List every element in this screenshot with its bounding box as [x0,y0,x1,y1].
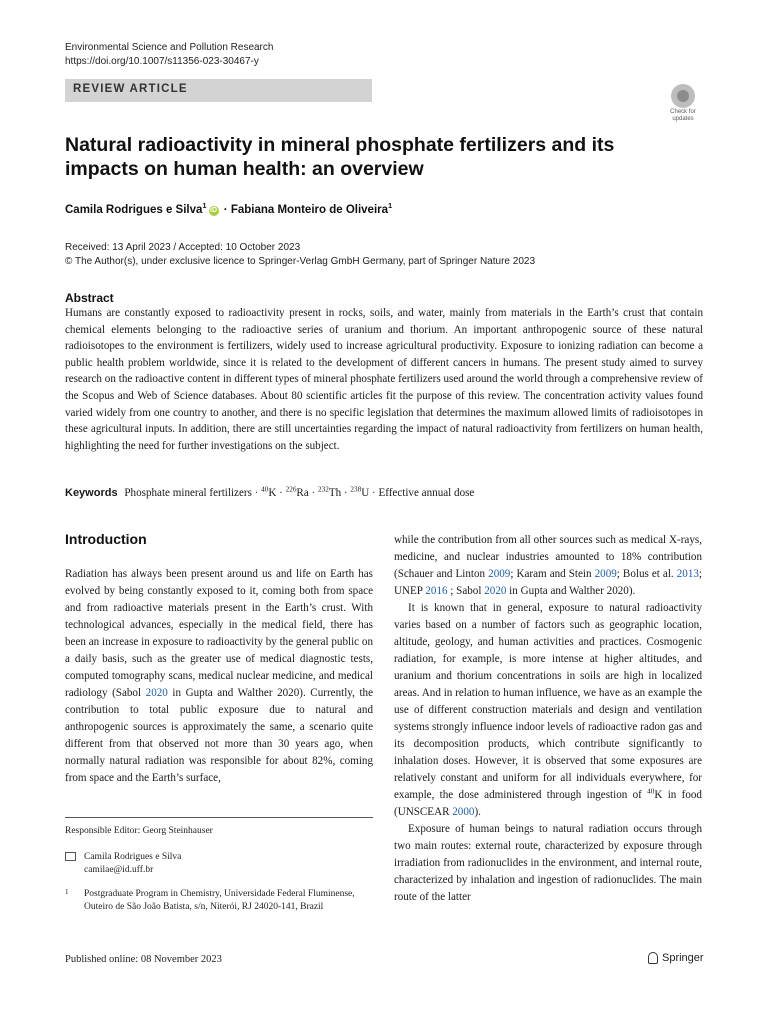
published-online: Published online: 08 November 2023 [65,954,222,965]
corresponding-name: Camila Rodrigues e Silva [84,852,182,862]
paragraph: It is known that in general, exposure to natural radioactivity varies based on a number of factors such as geographic location, altitude, geology, and human activities and practices. Cosmogenic radiation, for example, is more intense at higher altitudes, and uranium and thorium concentrations in soils are high in localized areas. And in relation to human influence, we have as an example the use of different construction materials and design and ventilation systems strongly influence indoor levels of radioactive radon gas and its decomposition products, which contribute significantly to inhalation doses. However, it is observed that some exposures are relatively constant and uniform for all individuals everywhere, for example, the dose administered through ingestion of $^{40}$K in food (UNSCEAR 2000). [394,602,702,818]
keyword: Th · [328,487,351,499]
isotope-mass: 40 [647,787,655,796]
crossmark-icon [671,84,695,108]
keyword: Phosphate mineral fertilizers · [124,487,262,499]
affiliation-text: Postgraduate Program in Chemistry, Universidade Federal Fluminense, Outeiro de São João Batista, s/n, Niterói, RJ 24020-141, Brazil [84,889,355,912]
right-column [394,532,702,906]
author-separator: · [220,204,231,216]
keyword: K · [268,487,286,499]
journal-header [65,41,273,69]
affiliation-mark: 1 [388,201,393,211]
footnote-rule [65,817,373,818]
journal-name: Environmental Science and Pollution Research [65,42,274,53]
paragraph: while the contribution from all other sources such as medical X-rays, medicine, and nuclear industries amounted to 18% contribution (Schauer and Linton 2009; Karam and Stein 2009; Bolus et al. 2013; UNEP 2016 ; Sabol 2020 in Gupta and Walther 2020). [394,534,703,597]
citation-link[interactable]: 2013 [676,568,699,580]
isotope-mass: 238 [350,485,362,494]
article-type-band [65,79,372,102]
abstract-heading: Abstract [65,291,114,305]
left-column [65,566,373,787]
doi-link[interactable]: https://doi.org/10.1007/s11356-023-30467-y [65,56,259,67]
check-updates-line2: updates [672,115,694,122]
author-list [65,201,393,216]
envelope-icon [65,852,76,861]
orcid-icon[interactable]: iD [210,207,218,214]
check-for-updates-badge[interactable] [664,84,702,124]
publisher-logo [648,952,704,964]
publisher-name: Springer [662,952,704,964]
affiliation [65,888,365,914]
isotope-mass: 226 [285,485,297,494]
responsible-editor: Responsible Editor: Georg Steinhauser [65,826,213,836]
introduction-heading: Introduction [65,531,147,547]
check-updates-line1: Check for [670,109,696,115]
citation-link[interactable]: 2020 [484,585,507,597]
corresponding-author [65,851,365,877]
citation-link[interactable]: 2016 [425,585,448,597]
author-name[interactable]: Camila Rodrigues e Silva [65,204,203,216]
received-accepted: Received: 13 April 2023 / Accepted: 10 October 2023 [65,242,301,253]
corresponding-email[interactable]: camilae@id.uff.br [84,865,154,875]
springer-horse-icon [648,952,658,964]
affiliation-number: 1 [65,888,69,896]
citation-link[interactable]: 2020 [145,687,168,699]
article-dates [65,241,535,269]
author-name[interactable]: Fabiana Monteiro de Oliveira [230,204,389,216]
isotope-mass: 40 [261,485,269,494]
keywords [65,485,705,501]
citation-link[interactable]: 2009 [594,568,617,580]
keyword: Ra · [296,487,318,499]
keyword: U · Effective annual dose [361,487,475,499]
article-title: Natural radioactivity in mineral phosphate fertilizers and its impacts on human health: an overview [65,134,615,180]
affiliation-mark: 1 [202,201,207,211]
paragraph: Exposure of human beings to natural radiation occurs through two main routes: external route, characterized by exposure through irradiation from radionuclides in the environment, and internal route, characterized by inhalation and ingestion of radionuclides. The main route of the latter [394,823,702,903]
paragraph: Radiation has always been present around us and life on Earth has evolved by being constantly exposed to it, coming both from space and from radioactive materials present in the Earth’s crust. With technological advances, especially in the medical field, there has been an increase in exposure to radioactivity by the general public on a daily basis, such as the greater use of medical diagnostic tests, computed tomography scans, medical nuclear medicine, and medical radiology (Sabol 2020 in Gupta and Walther 2020). Currently, the contribution to total public exposure due to natural and anthropogenic sources is approximately the same, a scenario quite different from that observed not more than 30 years ago, when normally natural radiation was responsible for about 82%, coming from space and the Earth’s surface, [65,568,374,784]
isotope-mass: 232 [318,485,329,494]
keywords-label: Keywords [65,487,118,499]
article-type-label: REVIEW ARTICLE [73,83,188,95]
citation-link[interactable]: 2000 [452,806,475,818]
copyright-line: © The Author(s), under exclusive licence to Springer-Verlag GmbH Germany, part of Springer Nature 2023 [65,256,535,267]
citation-link[interactable]: 2009 [488,568,511,580]
abstract-text: Humans are constantly exposed to radioactivity present in rocks, soils, and water, mainly from materials in the Earth’s crust that contain chemical elements belonging to the radioactive series of uranium and thorium. An important anthropogenic source of these natural radioisotopes to the environment is fertilizers, widely used to increase agricultural productivity. Exposure to ionizing radiation can become a public health problem worldwide, since it is related to the development of different cancers in humans. The present study aimed to survey research on the radioactive content in different types of mineral phosphate fertilizers used around the world through a comprehensive review of the Scopus and Web of Science databases. About 80 scientific articles fit the purpose of this review. The concentration activity values found varied widely from one country to another, and there is no specific legislation that determines the maximum allowed limits of radioisotopes in these agricultural inputs. In addition, there are still uncertainties regarding the impact of natural radioactivity from fertilizers on human health, highlighting the need for further investigations on the subject. [65,307,703,452]
